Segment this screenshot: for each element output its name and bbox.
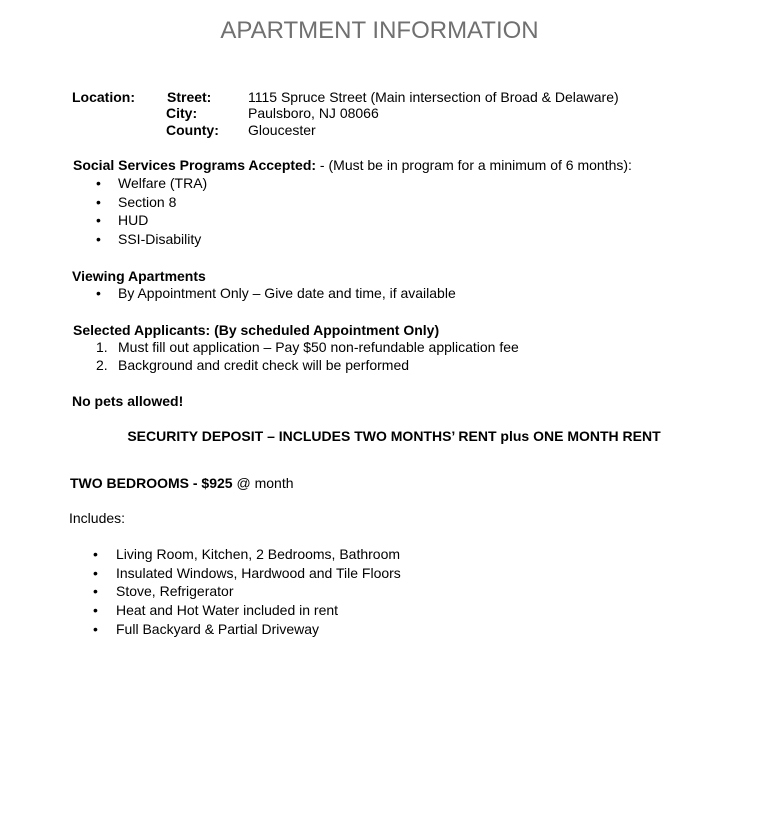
bullet-icon: • xyxy=(93,546,98,562)
rent-suffix: @ month xyxy=(232,475,294,491)
rent-line xyxy=(70,474,294,492)
bullet-icon: • xyxy=(93,583,98,600)
bullet-icon: • xyxy=(96,212,101,229)
social-services-note: - (Must be in program for a minimum of 6 months): xyxy=(316,157,632,173)
street-value: 1115 Spruce Street (Main intersection of Broad & Delaware) xyxy=(248,89,619,105)
list-number: 2. xyxy=(96,357,108,373)
no-pets-notice: No pets allowed! xyxy=(72,393,184,409)
selected-applicants-heading: Selected Applicants: (By scheduled Appointment Only) xyxy=(73,322,440,338)
bullet-icon: • xyxy=(96,193,101,210)
social-services-heading-line xyxy=(73,156,632,174)
city-label: City: xyxy=(166,105,198,121)
rent-label: TWO BEDROOMS - $925 xyxy=(70,475,233,491)
list-number: 1. xyxy=(96,339,108,355)
includes-heading: Includes: xyxy=(69,510,126,526)
bullet-icon: • xyxy=(96,231,101,248)
city-value: Paulsboro, NJ 08066 xyxy=(248,105,379,121)
county-label: County: xyxy=(166,122,219,138)
social-services-heading: Social Services Programs Accepted: xyxy=(73,157,317,173)
bullet-icon: • xyxy=(93,564,98,581)
viewing-heading: Viewing Apartments xyxy=(72,268,206,284)
location-heading: Location: xyxy=(72,89,135,105)
page-title: APARTMENT INFORMATION xyxy=(220,17,539,44)
bullet-icon: • xyxy=(96,175,101,191)
street-label: Street: xyxy=(167,89,212,105)
security-deposit-notice: SECURITY DEPOSIT – INCLUDES TWO MONTHS’ RENT plus ONE MONTH RENT xyxy=(127,428,661,444)
bullet-icon: • xyxy=(96,285,101,301)
bullet-icon: • xyxy=(93,620,98,637)
bullet-icon: • xyxy=(93,602,98,619)
county-value: Gloucester xyxy=(248,122,316,138)
